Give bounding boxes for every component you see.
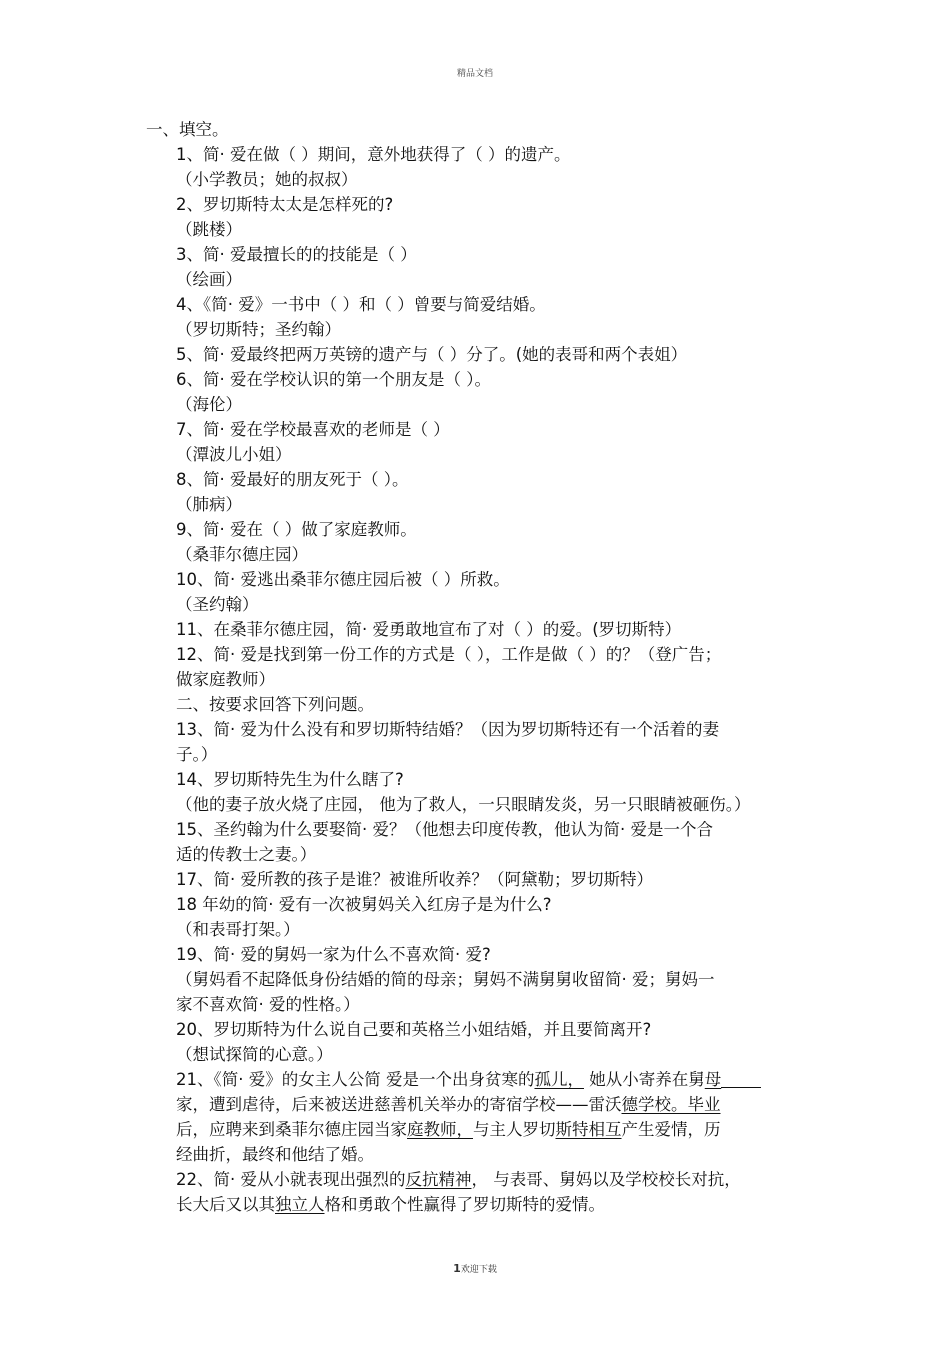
question-line: 1、简· 爱在做（ ）期间，意外地获得了（ ）的遗产。 (176, 145, 571, 164)
text-run: 后，应聘来到桑菲尔德庄园当家 (176, 1120, 407, 1139)
text-run: 她从小寄养在舅 (583, 1070, 705, 1089)
question-line: 15、圣约翰为什么要娶简· 爱？（他想去印度传教，他认为简· 爱是一个合 (176, 820, 713, 839)
question-line: 17、简· 爱所教的孩子是谁？被谁所收养？（阿黛勒；罗切斯特） (176, 870, 653, 889)
underlined-text: 庭教师， (407, 1120, 473, 1139)
answer-line: （潭波儿小姐） (176, 445, 292, 464)
underlined-text: 孤儿， (534, 1070, 584, 1089)
answer-line: （舅妈看不起降低身份结婚的简的母亲；舅妈不满舅舅收留简· 爱；舅妈一 (176, 970, 715, 989)
paragraph-21-line-4: 经曲折，最终和他结了婚。 (176, 1145, 374, 1164)
question-line: 10、简· 爱逃出桑菲尔德庄园后被（ ）所救。 (176, 570, 510, 589)
text-run: 格和勇敢个性赢得了罗切斯特的爱情。 (324, 1195, 605, 1214)
underlined-text: 母 (704, 1070, 722, 1089)
text-run: 21、《简· 爱》的女主人公简 爱是一个出身贫寒的 (176, 1070, 535, 1089)
question-line: 19、简· 爱的舅妈一家为什么不喜欢简· 爱? (176, 945, 491, 964)
question-line: 13、简· 爱为什么没有和罗切斯特结婚？（因为罗切斯特还有一个活着的妻 (176, 720, 719, 739)
answer-line: 适的传教士之妻。） (176, 845, 317, 864)
underlined-text: 业 (704, 1095, 721, 1114)
question-line: 12、简· 爱是找到第一份工作的方式是（ ），工作是做（ ）的？（登广告； (176, 645, 722, 664)
answer-line: （他的妻子放火烧了庄园， 他为了救人，一只眼睛发炎，另一只眼睛被砸伤。） (176, 795, 751, 814)
question-line: 9、简· 爱在（ ）做了家庭教师。 (176, 520, 417, 539)
text-run: 产生爱情，历 (621, 1120, 721, 1139)
paragraph-22-line-1 (176, 1170, 741, 1190)
question-line: 18 年幼的简· 爱有一次被舅妈关入红房子是为什么? (176, 895, 552, 914)
question-line: 4、《简· 爱》一书中（ ）和（ ）曾要与简爱结婚。 (176, 295, 546, 314)
text-run: ， 与表哥、舅妈以及学校校长对抗， (471, 1170, 741, 1189)
answer-line: （和表哥打架。） (176, 920, 300, 939)
answer-line: （绘画） (176, 270, 242, 289)
question-line: 7、简· 爱在学校最喜欢的老师是（ ） (176, 420, 450, 439)
paragraph-22-line-2 (176, 1195, 605, 1215)
question-line: 11、在桑菲尔德庄园，简· 爱勇敢地宣布了对（ ）的爱。(罗切斯特） (176, 620, 682, 639)
page-number: 1 (453, 1262, 461, 1275)
answer-line: （小学教员；她的叔叔） (176, 170, 358, 189)
underlined-text: 反抗精神 (405, 1170, 472, 1189)
paragraph-21-line-1 (176, 1070, 761, 1090)
question-line: 20、罗切斯特为什么说自己要和英格兰小姐结婚，并且要简离开? (176, 1020, 652, 1039)
text-run: 长大后又以其 (176, 1195, 275, 1214)
underlined-text: 斯特相互 (555, 1120, 622, 1139)
section-heading: 二、按要求回答下列问题。 (176, 695, 374, 714)
section-heading: 一、填空。 (146, 120, 229, 139)
answer-line: （海伦） (176, 395, 242, 414)
answer-line: （罗切斯特；圣约翰） (176, 320, 341, 339)
paragraph-21-line-3 (176, 1120, 721, 1140)
answer-line: 家不喜欢简· 爱的性格。） (176, 995, 360, 1014)
text-run: 22、简· 爱从小就表现出强烈的 (176, 1170, 406, 1189)
underlined-text: 德学校。 (621, 1095, 688, 1114)
answer-line: 做家庭教师） (176, 670, 275, 689)
answer-line: 子。） (176, 745, 218, 764)
answer-line: （跳楼） (176, 220, 242, 239)
answer-line: （肺病） (176, 495, 242, 514)
paragraph-21-line-2 (176, 1095, 721, 1115)
underlined-text: 毕 (687, 1095, 704, 1114)
page-footer (0, 1262, 950, 1275)
footer-text: 欢迎下载 (460, 1265, 497, 1275)
answer-line: （桑菲尔德庄园） (176, 545, 308, 564)
page-header: 精品文档 (456, 69, 493, 79)
text-run: 家，遭到虐待，后来被送进慈善机关举办的寄宿学校——雷沃 (176, 1095, 622, 1114)
question-line: 5、简· 爱最终把两万英镑的遗产与（ ）分了。(她的表哥和两个表姐） (176, 345, 688, 364)
text-run: 与主人罗切 (473, 1120, 556, 1139)
question-line: 3、简· 爱最擅长的的技能是（ ） (176, 245, 417, 264)
answer-line: （想试探简的心意。） (176, 1045, 333, 1064)
answer-line: （圣约翰） (176, 595, 259, 614)
question-line: 8、简· 爱最好的朋友死于（ ）。 (176, 470, 409, 489)
underlined-text: 独立人 (275, 1195, 325, 1214)
underline-blank (721, 1071, 761, 1088)
question-line: 14、罗切斯特先生为什么瞎了? (176, 770, 404, 789)
question-line: 2、罗切斯特太太是怎样死的? (176, 195, 394, 214)
question-line: 6、简· 爱在学校认识的第一个朋友是（ ）。 (176, 370, 491, 389)
